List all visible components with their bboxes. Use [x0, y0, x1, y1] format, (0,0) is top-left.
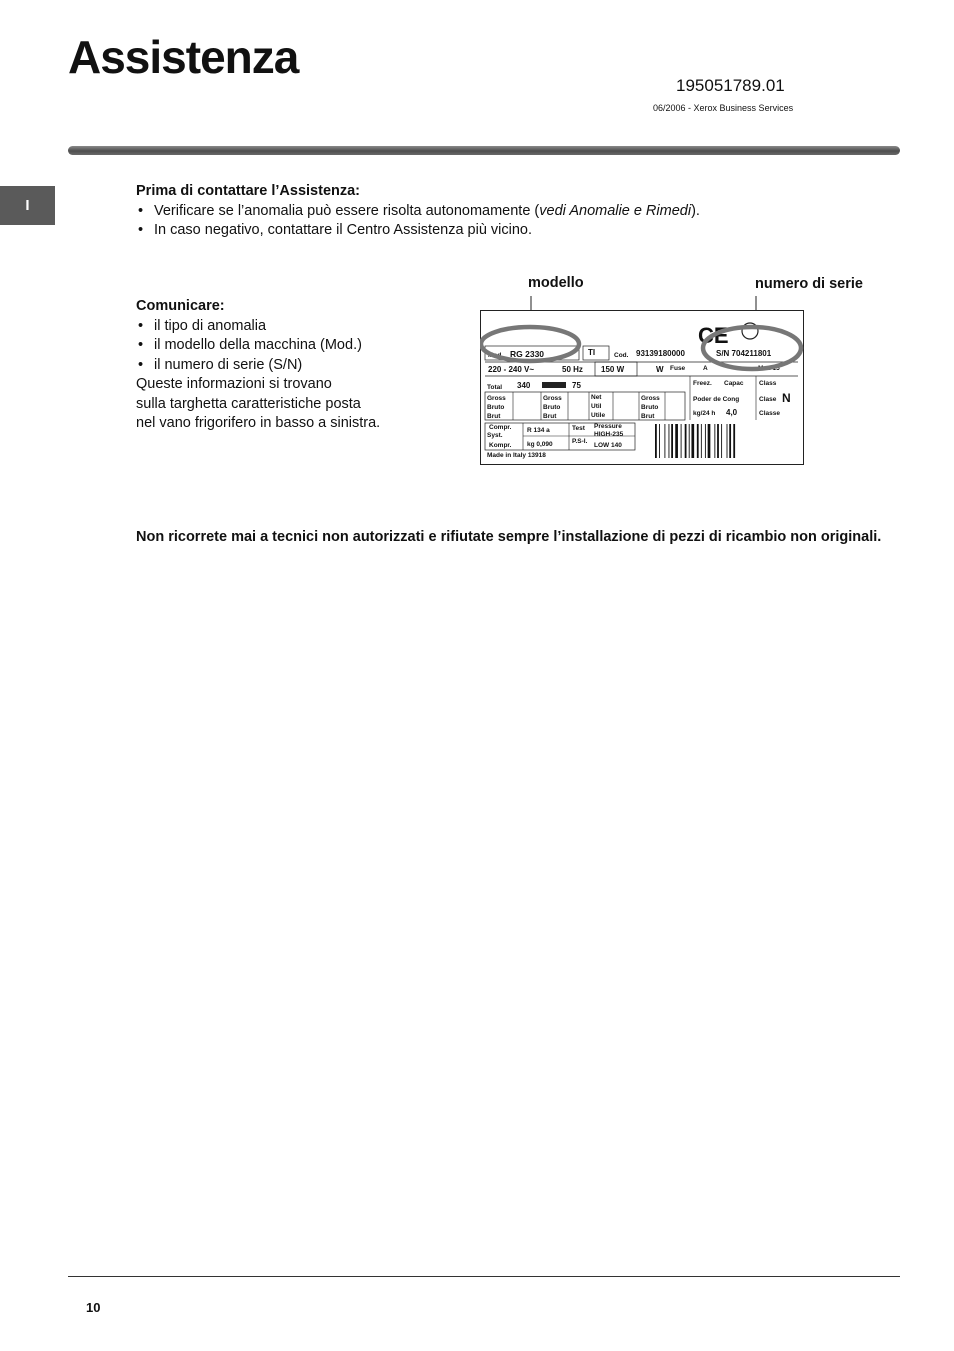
star-rating-icon	[542, 382, 566, 388]
plate-refrigerant-kg: kg 0,090	[527, 441, 553, 448]
serial-callout-label: numero di serie	[755, 276, 863, 292]
barcode-bar	[714, 424, 715, 458]
communicate-note-line: nel vano frigorifero in basso a sinistra.	[136, 415, 381, 431]
item-1-text-post: ).	[691, 202, 700, 219]
plate-kg24-value: 4,0	[726, 408, 738, 417]
plate-pressure: Pressure	[594, 423, 622, 430]
plate-cod-label: Cod.	[614, 352, 629, 359]
plate-cod-value: 93139180000	[636, 349, 685, 358]
warning-text: Non ricorrete mai a tecnici non autorizzati e rifiutate sempre l’installazione di pezzi di ricambio non originali.	[136, 529, 882, 545]
plate-freez: Freez.	[693, 380, 712, 387]
plate-compr: Compr.	[489, 424, 512, 431]
plate-frequency: 50 Hz	[562, 365, 583, 374]
plate-total-value: 340	[517, 381, 531, 390]
barcode-bar	[727, 424, 728, 458]
plate-clase-value: N	[782, 391, 791, 405]
barcode-bar	[689, 424, 690, 458]
plate-gross-1: Bruto	[487, 404, 505, 411]
document-meta: 06/2006 - Xerox Business Services	[653, 103, 794, 113]
plate-fuse-a: A	[703, 365, 708, 372]
footer-divider	[68, 1276, 900, 1277]
plate-test: Test	[572, 425, 585, 432]
plate-serial-number: S/N 704211801	[716, 349, 772, 358]
plate-power-2: W	[656, 365, 664, 374]
plate-fuse-label: Fuse	[670, 365, 686, 372]
plate-gross-3: Bruto	[641, 404, 659, 411]
plate-net: Net	[591, 394, 602, 401]
plate-gross-2: Brut	[543, 413, 557, 420]
barcode-bar	[671, 424, 673, 458]
plate-gross-3: Brut	[641, 413, 655, 420]
plate-gross-3: Gross	[641, 395, 660, 402]
barcode-bar	[697, 424, 699, 458]
barcode-bar	[659, 424, 660, 458]
plate-gross-1: Brut	[487, 413, 501, 420]
plate-psi: P.S-I.	[572, 438, 588, 445]
plate-syst: Syst.	[487, 432, 503, 439]
plate-made-in: Made in Italy 13918	[487, 452, 546, 459]
communicate-note-line: Queste informazioni si trovano	[136, 376, 332, 392]
header-divider-bar	[68, 146, 900, 155]
barcode-bar	[681, 424, 682, 458]
communicate-item: • il numero di serie (S/N)	[136, 356, 380, 376]
plate-class: Class	[759, 380, 777, 387]
barcode-bar	[708, 424, 711, 458]
item-1-text-pre: Verificare se l’anomalia può essere risolta autonomamente (	[154, 202, 540, 219]
communicate-heading: Comunicare:	[136, 298, 225, 314]
barcode-bar	[729, 424, 731, 458]
plate-gross-2: Gross	[543, 395, 562, 402]
plate-mod-label: Mod.	[488, 352, 504, 359]
plate-gross-1: Gross	[487, 395, 506, 402]
plate-ti: TI	[588, 348, 596, 357]
model-callout-label: modello	[528, 275, 584, 291]
barcode-bar	[691, 424, 694, 458]
communicate-note-line: sulla targhetta caratteristiche posta	[136, 395, 361, 412]
plate-max: Max 15	[758, 365, 780, 372]
plate-refrigerant: R 134 a	[527, 427, 550, 434]
barcode-bar	[655, 424, 657, 458]
rating-plate	[480, 310, 804, 465]
barcode-bar	[705, 424, 706, 458]
plate-kompr: Kompr.	[489, 442, 512, 449]
communicate-item: • il tipo di anomalia	[136, 317, 380, 337]
barcode-bar	[675, 424, 678, 458]
plate-pressure-high: HIGH-235	[594, 431, 624, 438]
plate-capac: Capac	[724, 380, 744, 387]
before-contact-item-2: • In caso negativo, contattare il Centro Assistenza più vicino.	[136, 221, 700, 241]
plate-voltage: 220 - 240 V~	[488, 365, 535, 374]
barcode-bar	[701, 424, 702, 458]
barcode-bar	[669, 424, 670, 458]
document-number: 195051789.01	[676, 76, 785, 95]
before-contact-section	[136, 182, 700, 241]
communicate-item: • il modello della macchina (Mod.)	[136, 336, 380, 356]
communicate-list	[136, 317, 380, 376]
barcode-bar	[733, 424, 735, 458]
barcode-bar	[685, 424, 687, 458]
plate-classe: Classe	[759, 410, 780, 417]
plate-kg24: kg/24 h	[693, 410, 716, 417]
language-tab: I	[0, 186, 55, 225]
plate-net: Util	[591, 403, 602, 410]
ce-mark: CE	[698, 323, 729, 348]
page-number: 10	[86, 1300, 101, 1315]
before-contact-heading: Prima di contattare l’Assistenza:	[136, 183, 361, 199]
barcode-bar	[717, 424, 719, 458]
plate-clase: Clase	[759, 396, 777, 403]
plate-model-value: RG 2330	[510, 349, 545, 359]
plate-poder: Poder de Cong	[693, 396, 740, 403]
plate-total-label: Total	[487, 384, 503, 391]
plate-power-1: 150 W	[601, 365, 625, 374]
plate-pressure-low: LOW 140	[594, 442, 622, 449]
item-1-reference: vedi Anomalie e Rimedi	[539, 202, 692, 219]
communicate-section	[136, 297, 380, 434]
before-contact-list	[136, 202, 700, 241]
plate-net: Utile	[591, 412, 606, 419]
plate-total-75: 75	[572, 381, 581, 390]
page-title: Assistenza	[68, 31, 299, 83]
barcode-bar	[664, 424, 665, 458]
before-contact-item-1	[136, 202, 700, 222]
plate-gross-2: Bruto	[543, 404, 561, 411]
barcode-bar	[721, 424, 722, 458]
